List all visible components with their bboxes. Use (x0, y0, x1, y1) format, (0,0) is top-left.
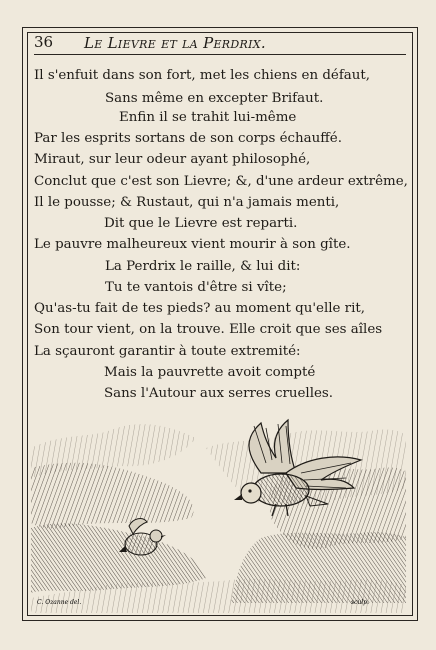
poem-line: Mais la pauvrette avoit compté (104, 365, 316, 380)
poem-line: Son tour vient, on la trouve. Elle croit que ses aîles (34, 322, 383, 337)
poem-line: Enfin il se trahit lui-même (119, 110, 297, 125)
poem-line: Il le pousse; & Rustaut, qui n'a jamais menti, (34, 195, 340, 210)
poem-line: Qu'as-tu fait de tes pieds? au moment qu'elle rit, (34, 301, 366, 316)
poem-line: Le pauvre malheureux vient mourir à son gîte. (34, 237, 351, 252)
fable-title: Le Lievre et la Perdrix. (84, 34, 266, 52)
poem-line: Sans l'Autour aux serres cruelles. (104, 386, 334, 401)
poem-line: Sans même en excepter Brifaut. (105, 91, 324, 106)
illustrator-credit: C. Ozanne del. (37, 599, 82, 606)
poem-line: Miraut, sur leur odeur ayant philosophé, (34, 152, 311, 167)
poem-line: Par les esprits sortans de son corps échauffé. (34, 131, 342, 146)
engraver-credit: sculp. (351, 599, 369, 606)
poem-line: Tu te vantois d'être si vîte; (105, 280, 287, 295)
poem-line: Il s'enfuit dans son fort, met les chiens en défaut, (34, 68, 371, 83)
clouds (31, 424, 406, 613)
poem-line: La sçauront garantir à toute extremité: (34, 344, 301, 359)
poem-line: La Perdrix le raille, & lui dit: (105, 259, 301, 274)
poem-line: Conclut que c'est son Lievre; &, d'une ardeur extrême, (34, 174, 408, 189)
engraving-illustration (31, 408, 406, 613)
page-number: 36 (34, 33, 54, 51)
poem-line: Dit que le Lievre est reparti. (104, 216, 298, 231)
